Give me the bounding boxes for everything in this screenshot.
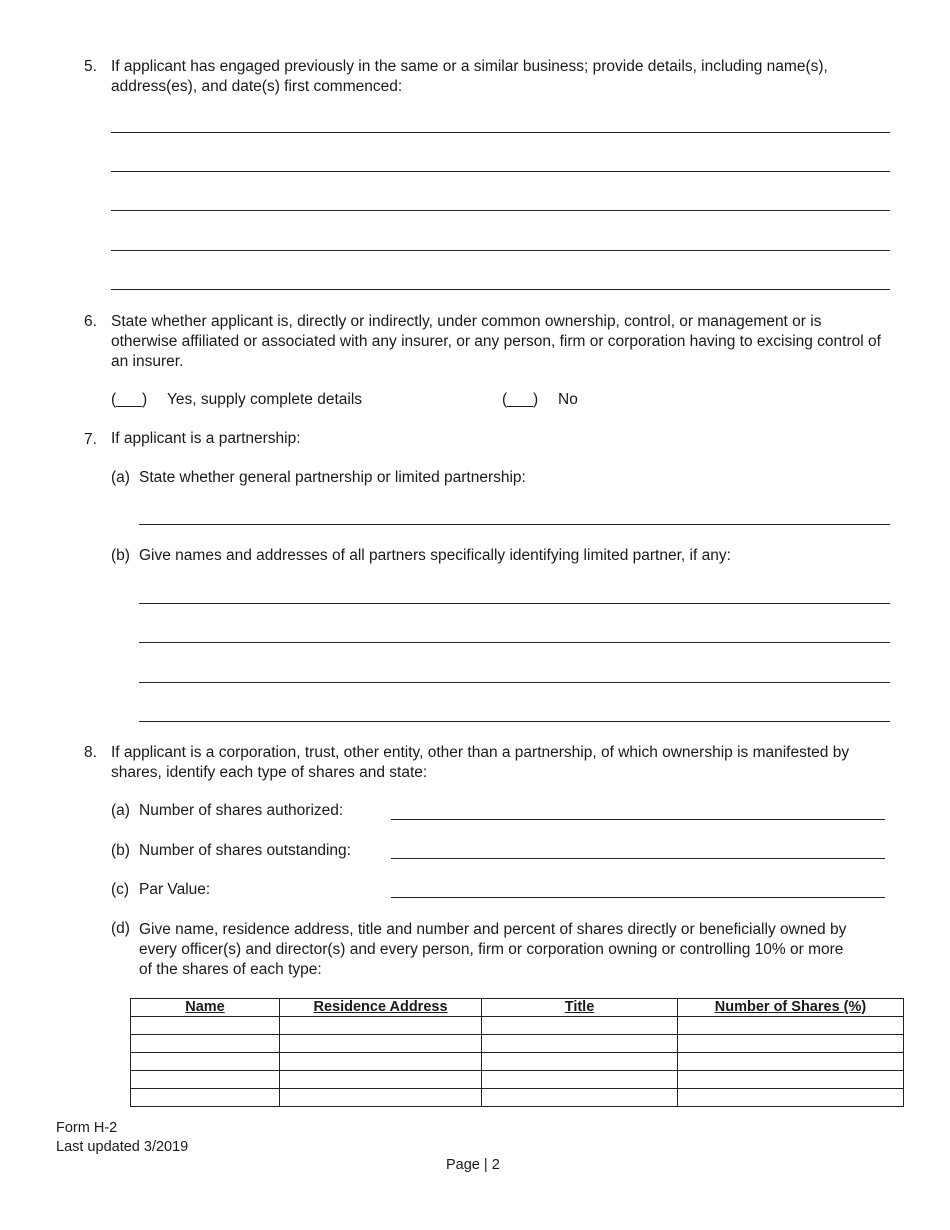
table-row: [131, 1035, 904, 1053]
q5-answer-line-2[interactable]: [111, 171, 890, 172]
q7a-text: State whether general partnership or limited partnership:: [139, 469, 526, 486]
table-row: [131, 1089, 904, 1107]
q7-number: 7.: [84, 431, 97, 448]
q5-text: If applicant has engaged previously in the same or a similar business; provide details, including name(s), address(es), and date(s) first commenced:: [111, 58, 828, 95]
q8a-text: Number of shares authorized:: [139, 802, 344, 819]
q8c-text: Par Value:: [139, 881, 211, 898]
table-cell[interactable]: [482, 1053, 678, 1071]
column-header-residence-address: Residence Address: [280, 999, 482, 1017]
q8b-letter: (b): [111, 842, 130, 859]
q6-yes-label: Yes, supply complete details: [167, 391, 363, 408]
q6-number: 6.: [84, 313, 97, 330]
table-cell[interactable]: [131, 1035, 280, 1053]
table-cell[interactable]: [678, 1035, 904, 1053]
table-cell[interactable]: [131, 1017, 280, 1035]
column-header-number-of-shares: Number of Shares (%): [678, 999, 904, 1017]
q8-number: 8.: [84, 744, 97, 761]
q7b-answer-line-3[interactable]: [139, 682, 890, 683]
q6-text: State whether applicant is, directly or indirectly, under common ownership, control, or management or is otherwise affiliated or associated with any insurer, or any person, firm or corporation having to excising control of an insurer.: [111, 313, 881, 370]
q7a-answer-line[interactable]: [139, 524, 890, 525]
table-cell[interactable]: [131, 1071, 280, 1089]
q8c-letter: (c): [111, 881, 130, 898]
q8a-answer-line[interactable]: [391, 819, 885, 820]
q7b-text: Give names and addresses of all partners specifically identifying limited partner, if any:: [139, 547, 731, 564]
q8b-text: Number of shares outstanding:: [139, 842, 351, 859]
column-header-title: Title: [482, 999, 678, 1017]
table-cell[interactable]: [280, 1035, 482, 1053]
q5-answer-line-1[interactable]: [111, 132, 890, 133]
q5-answer-line-4[interactable]: [111, 250, 890, 251]
table-row: [131, 1071, 904, 1089]
table-cell[interactable]: [280, 1089, 482, 1107]
table-row: [131, 1053, 904, 1071]
q8c-answer-line[interactable]: [391, 897, 885, 898]
table-cell[interactable]: [280, 1053, 482, 1071]
table-cell[interactable]: [482, 1017, 678, 1035]
q5-answer-line-5[interactable]: [111, 289, 890, 290]
q5-answer-line-3[interactable]: [111, 210, 890, 211]
table-cell[interactable]: [280, 1071, 482, 1089]
q7b-letter: (b): [111, 547, 130, 564]
q6-no-label: No: [558, 391, 578, 408]
q8d-text: Give name, residence address, title and number and percent of shares directly or beneficially owned by every officer(s) and director(s) and every person, firm or corporation owning or controlling 10% or more of the shares of each type:: [139, 921, 847, 978]
table-cell[interactable]: [131, 1089, 280, 1107]
table-cell[interactable]: [678, 1089, 904, 1107]
q7a-letter: (a): [111, 469, 130, 486]
q6-no-checkbox[interactable]: (___): [502, 391, 539, 408]
q7b-answer-line-4[interactable]: [139, 721, 890, 722]
footer-last-updated: Last updated 3/2019: [56, 1139, 189, 1155]
q7b-answer-line-2[interactable]: [139, 642, 890, 643]
table-row: [131, 1017, 904, 1035]
q7-text: If applicant is a partnership:: [111, 430, 301, 447]
table-cell[interactable]: [482, 1035, 678, 1053]
table-cell[interactable]: [678, 1071, 904, 1089]
q5-number: 5.: [84, 58, 97, 75]
q8b-answer-line[interactable]: [391, 858, 885, 859]
footer-form-id: Form H-2: [56, 1120, 118, 1136]
table-header-row: [131, 999, 904, 1017]
shares-table: [130, 998, 904, 1107]
table-cell[interactable]: [678, 1053, 904, 1071]
table-cell[interactable]: [131, 1053, 280, 1071]
q8-text: If applicant is a corporation, trust, other entity, other than a partnership, of which ownership is manifested by shares, identify each type of shares and state:: [111, 744, 850, 781]
q6-yes-checkbox[interactable]: (___): [111, 391, 148, 408]
column-header-name: Name: [131, 999, 280, 1017]
q8a-letter: (a): [111, 802, 130, 819]
q8d-letter: (d): [111, 920, 130, 937]
table-cell[interactable]: [280, 1017, 482, 1035]
page-number: Page | 2: [446, 1157, 500, 1173]
table-cell[interactable]: [678, 1017, 904, 1035]
table-cell[interactable]: [482, 1071, 678, 1089]
q7b-answer-line-1[interactable]: [139, 603, 890, 604]
table-cell[interactable]: [482, 1089, 678, 1107]
